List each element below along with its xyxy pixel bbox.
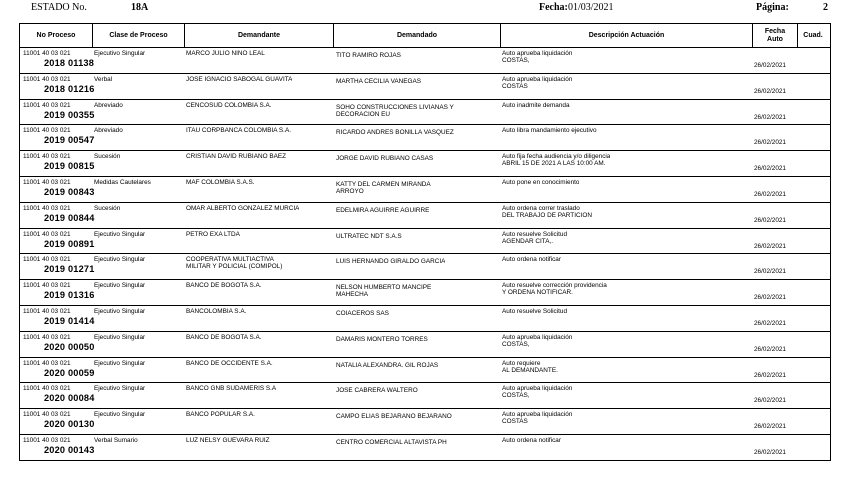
- estado-label: ESTADO No.: [31, 2, 87, 13]
- demandante-line1: MARCO JULIO NIÑO LEAL: [186, 50, 265, 57]
- demandado: [336, 104, 454, 118]
- radicado-prefix: 11001 40 03 021: [23, 411, 71, 419]
- demandante: [186, 205, 299, 212]
- descripcion-line2: DEL TRABAJO DE PARTICION: [502, 211, 592, 219]
- descripcion-line2: ABRIL 15 DE 2021 A LAS 10:00 AM.: [502, 160, 606, 168]
- descripcion-line1: Auto ordena notificar: [502, 256, 561, 264]
- descripcion-actuacion: [502, 231, 567, 245]
- table-row: [20, 280, 830, 306]
- table-row: [20, 254, 830, 280]
- demandado-line1: RICARDO ANDRES BONILLA VASQUEZ: [336, 129, 454, 137]
- table-row: [20, 332, 830, 358]
- demandado: [336, 155, 433, 162]
- demandado-line2: MAHECHA: [336, 291, 368, 299]
- demandado: [336, 413, 452, 420]
- descripcion-line2: COSTAS: [502, 418, 528, 426]
- descripcion-actuacion: [502, 282, 607, 296]
- clase-proceso: Ejecutivo Singular: [94, 411, 146, 419]
- proceso-number: 2020 00050: [44, 341, 95, 352]
- demandante: [186, 282, 262, 289]
- col-cuad: Cuad.: [797, 24, 828, 47]
- descripcion-line1: Auto aprueba liquidación: [502, 333, 573, 341]
- demandado-line1: JOSE CABRERA WALTERO: [336, 387, 418, 395]
- descripcion-line1: Auto aprueba liquidación: [502, 50, 573, 57]
- clase-proceso: Abreviado: [94, 101, 123, 109]
- demandante: [186, 76, 292, 83]
- table-row: [20, 358, 830, 384]
- demandante-line1: BANCOLOMBIA S.A.: [186, 307, 247, 315]
- demandante-line1: BANCO POPULAR S.A.: [186, 411, 255, 419]
- descripcion-line1: Auto ordena notificar: [502, 436, 561, 444]
- col-demandado: Demandado: [333, 24, 500, 47]
- proceso-number: 2020 00059: [44, 367, 95, 378]
- demandante-line1: BANCO DE BOGOTA S.A.: [186, 333, 262, 341]
- proceso-number: 2019 00843: [44, 186, 95, 197]
- col-fecha-auto: [752, 24, 797, 47]
- clase-proceso: Ejecutivo Singular: [94, 359, 146, 367]
- demandado-line1: TITO RAMIRO ROJAS: [336, 52, 401, 59]
- descripcion-line1: Auto resuelve corrección providencia: [502, 282, 607, 290]
- demandado-line1: CENTRO COMERCIAL ALTAVISTA PH: [336, 438, 447, 446]
- descripcion-actuacion: [502, 360, 558, 374]
- descripcion-actuacion: [502, 50, 572, 64]
- fecha-auto: 26/02/2021: [754, 165, 786, 173]
- fecha-auto: 26/02/2021: [754, 268, 786, 276]
- table-header: [20, 23, 830, 48]
- proceso-number: 2019 01414: [44, 315, 95, 326]
- descripcion-line1: Auto fija fecha audiencia y/o diligencia: [502, 153, 611, 161]
- demandante: [186, 256, 282, 270]
- demandado: [336, 52, 401, 59]
- demandado: [336, 284, 431, 298]
- clase-proceso: Ejecutivo Singular: [94, 333, 146, 341]
- proceso-number: 2019 01316: [44, 290, 95, 301]
- demandante-line1: COOPERATIVA MULTIACTIVA: [186, 256, 274, 264]
- descripcion-actuacion: [502, 334, 572, 348]
- demandante: [186, 411, 255, 418]
- demandante-line1: JOSE IGNACIO SABOGAL GUAVITA: [186, 75, 293, 83]
- demandado-line1: LUIS HERNANDO GIRALDO GARCIA: [336, 258, 446, 266]
- demandante-line2: MILITAR Y POLICIAL (COMIPOL): [186, 263, 283, 271]
- proceso-number: 2018 01138: [44, 58, 95, 68]
- proceso-number: 2020 00130: [44, 419, 95, 430]
- demandado-line2: DECORACION EU: [336, 110, 390, 118]
- table-row: [20, 74, 830, 100]
- clase-proceso: Ejecutivo Singular: [94, 282, 146, 290]
- descripcion-line2: COSTAS: [502, 82, 528, 90]
- descripcion-line1: Auto inadmite demanda: [502, 101, 570, 109]
- demandante-line1: BANCO DE BOGOTA S.A.: [186, 282, 262, 290]
- col-descripcion-actuacion: Descripción Actuación: [500, 24, 752, 47]
- table-row: [20, 151, 830, 177]
- descripcion-line2: COSTAS,: [502, 340, 530, 348]
- pagina-number: 2: [823, 2, 828, 13]
- fecha-auto: 26/02/2021: [754, 139, 786, 147]
- fecha-auto: 26/02/2021: [754, 216, 786, 224]
- clase-proceso: Ejecutivo Singular: [94, 307, 146, 315]
- demandado: [336, 439, 447, 446]
- demandado: [336, 233, 402, 240]
- descripcion-actuacion: [502, 127, 597, 134]
- clase-proceso: Ejecutivo Singular: [94, 230, 146, 238]
- demandado-line1: KATTY DEL CARMEN MIRANDA: [336, 180, 431, 188]
- clase-proceso: Ejecutivo Singular: [94, 256, 146, 264]
- demandado: [336, 207, 429, 214]
- proceso-number: 2019 00815: [44, 161, 95, 172]
- descripcion-line1: Auto ordena correr traslado: [502, 204, 580, 212]
- fecha-value: 01/03/2021: [568, 2, 614, 13]
- demandante: [186, 179, 255, 186]
- radicado-prefix: 11001 40 03 021: [23, 204, 71, 212]
- radicado-prefix: 11001 40 03 021: [23, 307, 71, 315]
- proceso-number: 2019 00844: [44, 212, 95, 223]
- table-row: [20, 125, 830, 151]
- proceso-number: 2019 01271: [44, 264, 95, 275]
- clase-proceso: Sucesión: [94, 153, 121, 161]
- descripcion-line1: Auto aprueba liquidación: [502, 75, 573, 83]
- demandante: [186, 102, 272, 109]
- descripcion-line1: Auto libra mandamiento ejecutivo: [502, 127, 597, 135]
- descripcion-line1: Auto resuelve Solicitud: [502, 307, 568, 315]
- pagina-label: Página:: [756, 2, 789, 13]
- demandado: [336, 78, 421, 85]
- clase-proceso: Verbal: [94, 75, 113, 83]
- demandado-line1: DAMARIS MONTERO TORRES: [336, 335, 428, 343]
- demandante: [186, 334, 262, 341]
- demandado-line1: MARTHA CECILIA VANEGAS: [336, 77, 421, 85]
- clase-proceso: Abreviado: [94, 127, 123, 135]
- proceso-number: 2019 00547: [44, 135, 95, 146]
- radicado-prefix: 11001 40 03 021: [23, 256, 71, 264]
- descripcion-actuacion: [502, 385, 572, 399]
- table-row: [20, 306, 830, 332]
- fecha-auto: 26/02/2021: [754, 242, 786, 250]
- demandado: [336, 310, 389, 317]
- descripcion-line2: COSTAS,: [502, 57, 530, 64]
- table-row: [20, 383, 830, 409]
- demandante: [186, 437, 270, 444]
- demandante: [186, 50, 265, 57]
- fecha-auto: 26/02/2021: [754, 62, 786, 69]
- radicado-prefix: 11001 40 03 021: [23, 153, 71, 161]
- descripcion-actuacion: [502, 179, 579, 186]
- descripcion-actuacion: [502, 102, 570, 109]
- demandado-line1: COIACEROS SAS: [336, 309, 389, 317]
- fecha-auto: 26/02/2021: [754, 190, 786, 198]
- table-row: [20, 100, 830, 126]
- radicado-prefix: 11001 40 03 021: [23, 75, 71, 83]
- demandante-line1: MAF COLOMBIA S.A.S.: [186, 178, 255, 186]
- demandante-line1: CENCOSUD COLOMBIA S.A.: [186, 101, 272, 109]
- radicado-prefix: 11001 40 03 021: [23, 178, 71, 186]
- clase-proceso: Verbal Sumario: [94, 436, 138, 444]
- descripcion-actuacion: [502, 153, 610, 167]
- estado-number: 18A: [131, 2, 149, 13]
- demandante-line1: PETRO EXA LTDA: [186, 230, 240, 238]
- descripcion-line2: Y ORDENA NOTIFICAR.: [502, 289, 573, 297]
- radicado-prefix: 11001 40 03 021: [23, 333, 71, 341]
- radicado-prefix: 11001 40 03 021: [23, 230, 71, 238]
- table-row: [20, 435, 830, 461]
- descripcion-actuacion: [502, 256, 561, 263]
- fecha-auto: 26/02/2021: [754, 448, 786, 456]
- demandado: [336, 258, 445, 265]
- descripcion-line2: AL DEMANDANTE.: [502, 366, 558, 374]
- demandado: [336, 181, 431, 195]
- demandante-line1: ITAU CORPBANCA COLOMBIA S.A.: [186, 127, 291, 135]
- fecha-auto: 26/02/2021: [754, 423, 786, 431]
- estado-table: [19, 23, 831, 461]
- fecha-label: Fecha:: [539, 2, 568, 13]
- demandante: [186, 385, 276, 392]
- demandante: [186, 153, 286, 160]
- descripcion-line1: Auto pone en conocimiento: [502, 178, 580, 186]
- demandante-line1: BANCO GNB SUDAMERIS S.A: [186, 385, 277, 393]
- descripcion-line1: Auto aprueba liquidación: [502, 411, 573, 419]
- radicado-prefix: 11001 40 03 021: [23, 50, 71, 57]
- radicado-prefix: 11001 40 03 021: [23, 436, 71, 444]
- descripcion-line1: Auto requiere: [502, 359, 541, 367]
- descripcion-line1: Auto aprueba liquidación: [502, 385, 573, 393]
- fecha-auto: 26/02/2021: [754, 319, 786, 327]
- descripcion-actuacion: [502, 76, 572, 90]
- demandante: [186, 231, 240, 238]
- fecha-auto: 26/02/2021: [754, 397, 786, 405]
- descripcion-line2: COSTAS,: [502, 392, 530, 400]
- demandado: [336, 362, 438, 369]
- radicado-prefix: 11001 40 03 021: [23, 282, 71, 290]
- demandante-line1: OMAR ALBERTO GONZALEZ MURCIA: [186, 204, 300, 212]
- proceso-number: 2019 00355: [44, 109, 95, 120]
- col-demandante: Demandante: [184, 24, 333, 47]
- clase-proceso: Medidas Cautelares: [94, 178, 151, 186]
- descripcion-actuacion: [502, 205, 592, 219]
- demandado-line1: CAMPO ELIAS BEJARANO BEJARANO: [336, 413, 452, 421]
- descripcion-actuacion: [502, 308, 567, 315]
- fecha-auto: 26/02/2021: [754, 113, 786, 121]
- radicado-prefix: 11001 40 03 021: [23, 101, 71, 109]
- demandado: [336, 387, 418, 394]
- col-clase-proceso: Clase de Proceso: [92, 24, 184, 47]
- clase-proceso: Ejecutivo Singular: [94, 385, 146, 393]
- table-row: [20, 229, 830, 255]
- radicado-prefix: 11001 40 03 021: [23, 359, 71, 367]
- col-fecha-auto-line2: Auto: [767, 35, 783, 43]
- clase-proceso: Sucesión: [94, 204, 121, 212]
- proceso-number: 2019 00891: [44, 238, 95, 249]
- demandado: [336, 129, 454, 136]
- proceso-number: 2020 00084: [44, 393, 95, 404]
- fecha-auto: 26/02/2021: [754, 87, 786, 95]
- fecha-auto: 26/02/2021: [754, 294, 786, 302]
- demandante: [186, 360, 273, 367]
- fecha-auto: 26/02/2021: [754, 345, 786, 353]
- clase-proceso: Ejecutivo Singular: [94, 50, 146, 57]
- table-row: [20, 203, 830, 229]
- demandado-line1: SOHO CONSTRUCCIONES LIVIANAS Y: [336, 103, 454, 111]
- demandado-line1: ULTRATEC NDT S.A.S: [336, 232, 402, 240]
- demandante: [186, 308, 246, 315]
- col-no-proceso: No Proceso: [36, 31, 76, 39]
- proceso-number: 2018 01216: [44, 83, 95, 94]
- col-fecha-auto-line1: Fecha: [764, 27, 786, 35]
- proceso-number: 2020 00143: [44, 444, 95, 455]
- demandado-line1: NELSON HUMBERTO MANCIPE: [336, 284, 432, 292]
- descripcion-line2: AGENDAR CITA,.: [502, 237, 554, 245]
- demandante-line1: BANCO DE OCCIDENTE S.A.: [186, 359, 273, 367]
- table-body: [20, 48, 830, 461]
- demandado: [336, 336, 428, 343]
- radicado-prefix: 11001 40 03 021: [23, 385, 71, 393]
- table-row: [20, 177, 830, 203]
- demandante-line1: LUZ NELSY GUEVARA RUIZ: [186, 436, 270, 444]
- demandante: [186, 127, 291, 134]
- radicado-prefix: 11001 40 03 021: [23, 127, 71, 135]
- table-row: [20, 48, 830, 74]
- demandado-line1: JORGE DAVID RUBIANO CASAS: [336, 155, 434, 163]
- fecha-auto: 26/02/2021: [754, 371, 786, 379]
- descripcion-actuacion: [502, 437, 561, 444]
- demandante-line1: CRISTIAN DAVID RUBIANO BAEZ: [186, 153, 287, 161]
- demandado-line1: EDELMIRA AGUIRRE AGUIRRE: [336, 206, 430, 214]
- demandado-line2: ARROYO: [336, 187, 364, 195]
- descripcion-line1: Auto resuelve Solicitud: [502, 230, 568, 238]
- demandado-line1: NATALIA ALEXANDRA. GIL ROJAS: [336, 361, 439, 369]
- table-row: [20, 409, 830, 435]
- descripcion-actuacion: [502, 411, 572, 425]
